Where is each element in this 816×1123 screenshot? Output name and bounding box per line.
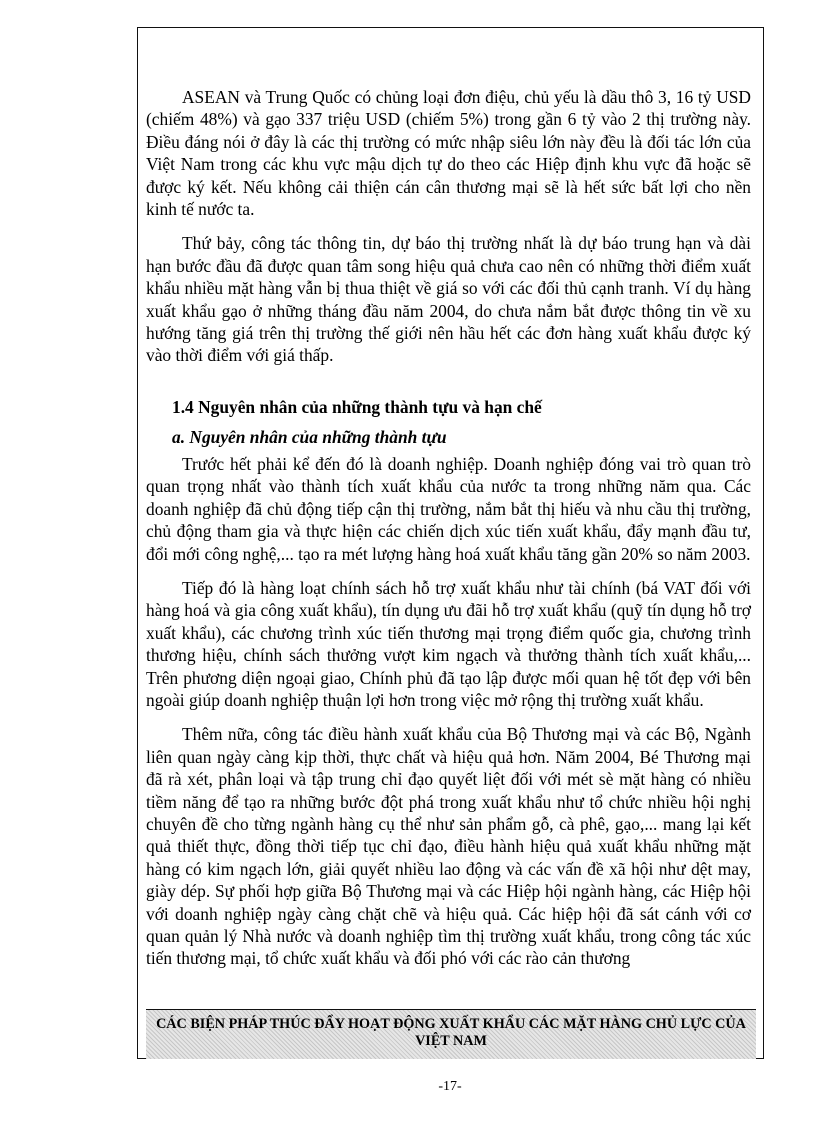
body-text <box>146 86 751 982</box>
paragraph: Thêm nữa, công tác điều hành xuất khẩu của Bộ Thương mại và các Bộ, Ngành liên quan ngày càng kịp thời, thực chất và hiệu quả hơn. Năm 2004, Bé Thương mại đã rà xét, phân loại và tập trung chỉ đạo quyết liệt đối với mét sè mặt hàng có nhiều tiềm năng để tạo ra những bước đột phá trong xuất khẩu như tổ chức nhiều hội nghị chuyên đề cho từng ngành hàng cụ thể như sản phẩm gỗ, cà phê, gạo,... mang lại kết quả thiết thực, đồng thời tiếp tục chỉ đạo, điều hành hiệu quả xuất khẩu những mặt hàng có kim ngạch lớn, giải quyết nhiều lao động và các vấn đề xã hội như dệt may, giày dép. Sự phối hợp giữa Bộ Thương mại và các Hiệp hội ngành hàng, các Hiệp hội với doanh nghiệp ngày càng chặt chẽ và hiệu quả. Các hiệp hội đã sát cánh với cơ quan quản lý Nhà nước và doanh nghiệp tìm thị trường xuất khẩu, trong công tác xúc tiến thương mại, tổ chức xuất khẩu và đối phó với các rào cản thương <box>146 724 751 969</box>
footer-banner <box>146 1009 756 1059</box>
paragraph: ASEAN và Trung Quốc có chủng loại đơn điệu, chủ yếu là dầu thô 3, 16 tỷ USD (chiếm 48%) và gạo 337 triệu USD (chiếm 5%) trong gần 6 tỷ vào 2 thị trường này. Điều đáng nói ở đây là các thị trường có mức nhập siêu lớn này đều là đối tác lớn của Việt Nam trong các khu vực mậu dịch tự do theo các Hiệp định khu vực đã hoặc sẽ được ký kết. Nếu không cải thiện cán cân thương mại sẽ là hết sức bất lợi cho nền kinh tế nước ta. <box>146 87 751 220</box>
paragraph: Trước hết phải kể đến đó là doanh nghiệp. Doanh nghiệp đóng vai trò quan trò quan trọng nhất vào thành tích xuất khẩu của nước ta trong những năm qua. Các doanh nghiệp đã chủ động tiếp cận thị trường, nắm bắt thị hiếu và nhu cầu thị trường, chủ động tham gia và thực hiện các chiến dịch xúc tiến xuất khẩu, đẩy mạnh đầu tư, đổi mới công nghệ,... tạo ra mét lượng hàng hoá xuất khẩu tăng gần 20% so năm 2003. <box>146 453 751 564</box>
section-heading: 1.4 Nguyên nhân của những thành tựu và hạn chế <box>172 396 542 417</box>
paragraph: Thứ bảy, công tác thông tin, dự báo thị trường nhất là dự báo trung hạn và dài hạn bước đầu đã được quan tâm song hiệu quả chưa cao nên có những thời điểm xuất khẩu nhiều mặt hàng vẫn bị thua thiệt về giá so với các đối thủ cạnh tranh. Ví dụ hàng xuất khẩu gạo ở những tháng đầu năm 2004, do chưa nắm bắt được thông tin về xu hướng tăng giá trên thị trường thế giới nên hầu hết các đơn hàng xuất khẩu được ký vào thời điểm với giá thấp. <box>146 233 751 366</box>
page-number: -17- <box>438 1079 462 1094</box>
footer-title: CÁC BIỆN PHÁP THÚC ĐẨY HOẠT ĐỘNG XUẤT KHẨU CÁC MẶT HÀNG CHỦ LỰC CỦA VIỆT NAM <box>156 1016 746 1049</box>
subsection-heading: a. Nguyên nhân của những thành tựu <box>172 426 447 447</box>
paragraph: Tiếp đó là hàng loạt chính sách hỗ trợ xuất khẩu như tài chính (bá VAT đối với hàng hoá và gia công xuất khẩu), tín dụng ưu đãi hỗ trợ xuất khẩu (quỹ tín dụng hỗ trợ xuất khẩu), các chương trình xúc tiến thương mại trọng điểm quốc gia, chương trình thương hiệu, chính sách thưởng vượt kim ngạch và thưởng thành tích xuất khẩu,... Trên phương diện ngoại giao, Chính phủ đã tạo lập được mối quan hệ tốt đẹp với bên ngoài giúp doanh nghiệp thuận lợi hơn trong việc mở rộng thị trường xuất khẩu. <box>146 577 751 710</box>
